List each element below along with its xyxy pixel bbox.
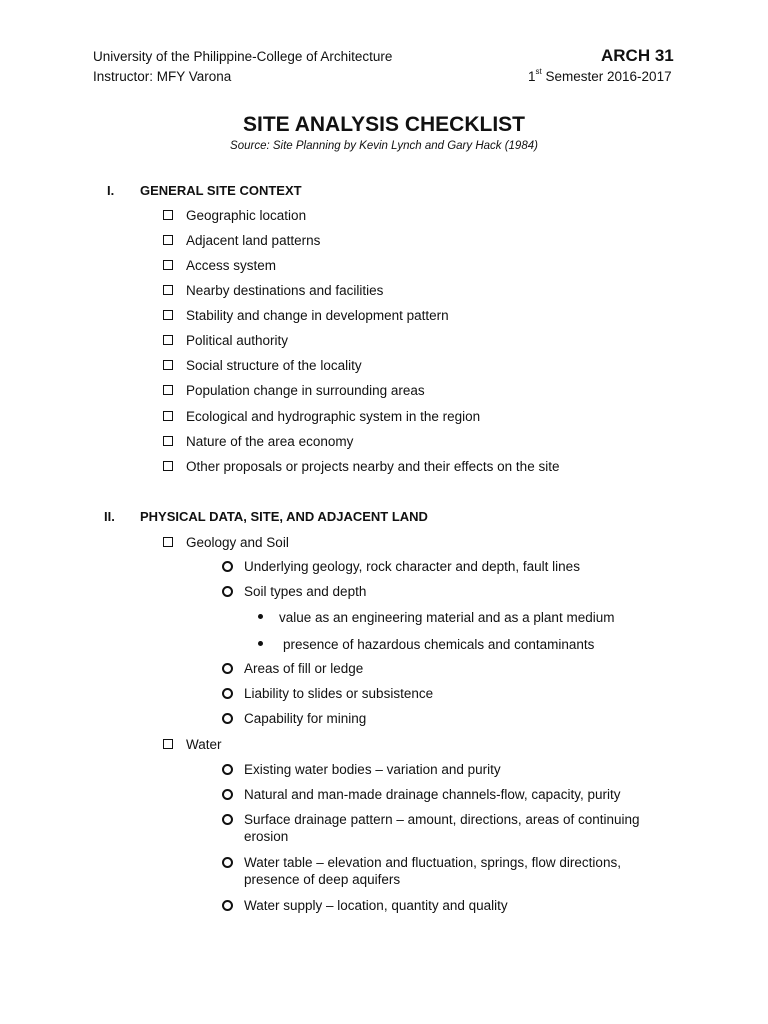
sub-item-continued: erosion	[244, 829, 289, 844]
checkbox-icon[interactable]	[163, 360, 173, 370]
sub-item: Liability to slides or subsistence	[244, 686, 434, 701]
checklist-item-water: Water	[186, 737, 222, 752]
checklist-item: Geographic location	[186, 208, 307, 223]
circle-bullet-icon	[222, 586, 233, 597]
checkbox-icon[interactable]	[163, 335, 173, 345]
checklist-item: Political authority	[186, 333, 289, 348]
sub-item-continued: presence of deep aquifers	[244, 872, 401, 887]
checkbox-icon[interactable]	[163, 436, 173, 446]
section-1-number: I.	[107, 183, 115, 198]
sub-item: Capability for mining	[244, 711, 367, 726]
checkbox-icon[interactable]	[163, 461, 173, 471]
semester-ordinal-suffix: st	[535, 67, 542, 76]
sub-item: Surface drainage pattern – amount, directions, areas of continuing	[244, 812, 640, 827]
sub-item: Water table – elevation and fluctuation, springs, flow directions,	[244, 855, 621, 870]
checkbox-icon[interactable]	[163, 285, 173, 295]
sub-sub-item: presence of hazardous chemicals and contaminants	[283, 637, 595, 652]
checklist-item: Stability and change in development pattern	[186, 308, 449, 323]
instructor-name: Instructor: MFY Varona	[93, 69, 232, 84]
sub-item: Underlying geology, rock character and depth, fault lines	[244, 559, 580, 574]
circle-bullet-icon	[222, 663, 233, 674]
checkbox-icon[interactable]	[163, 260, 173, 270]
checklist-item: Population change in surrounding areas	[186, 383, 425, 398]
university-name: University of the Philippine-College of Architecture	[93, 49, 393, 64]
circle-bullet-icon	[222, 561, 233, 572]
section-1-title: GENERAL SITE CONTEXT	[140, 183, 302, 198]
checkbox-icon[interactable]	[163, 537, 173, 547]
section-2-number: II.	[104, 509, 115, 524]
circle-bullet-icon	[222, 900, 233, 911]
semester-ordinal: 1	[528, 69, 536, 84]
checklist-item: Other proposals or projects nearby and their effects on the site	[186, 459, 560, 474]
checkbox-icon[interactable]	[163, 210, 173, 220]
bullet-icon	[258, 614, 263, 619]
sub-item: Existing water bodies – variation and purity	[244, 762, 501, 777]
checklist-item: Nearby destinations and facilities	[186, 283, 384, 298]
semester-text: Semester 2016-2017	[541, 69, 672, 84]
checklist-item: Ecological and hydrographic system in the region	[186, 409, 481, 424]
circle-bullet-icon	[222, 688, 233, 699]
page-title: SITE ANALYSIS CHECKLIST	[243, 113, 525, 136]
sub-item: Water supply – location, quantity and quality	[244, 898, 508, 913]
circle-bullet-icon	[222, 857, 233, 868]
checklist-item: Access system	[186, 258, 277, 273]
sub-item: Areas of fill or ledge	[244, 661, 364, 676]
sub-item: Soil types and depth	[244, 584, 367, 599]
checkbox-icon[interactable]	[163, 310, 173, 320]
sub-item: Natural and man-made drainage channels-flow, capacity, purity	[244, 787, 621, 802]
checklist-item: Nature of the area economy	[186, 434, 354, 449]
checklist-item-geology: Geology and Soil	[186, 535, 289, 550]
semester	[528, 69, 672, 84]
circle-bullet-icon	[222, 764, 233, 775]
circle-bullet-icon	[222, 713, 233, 724]
course-code: ARCH 31	[601, 46, 674, 65]
bullet-icon	[258, 641, 263, 646]
circle-bullet-icon	[222, 814, 233, 825]
checkbox-icon[interactable]	[163, 411, 173, 421]
section-2-title: PHYSICAL DATA, SITE, AND ADJACENT LAND	[140, 509, 428, 524]
sub-sub-item: value as an engineering material and as a plant medium	[279, 610, 615, 625]
checkbox-icon[interactable]	[163, 739, 173, 749]
source-citation: Source: Site Planning by Kevin Lynch and Gary Hack (1984)	[230, 140, 538, 152]
circle-bullet-icon	[222, 789, 233, 800]
checklist-item: Social structure of the locality	[186, 358, 362, 373]
checkbox-icon[interactable]	[163, 235, 173, 245]
checklist-item: Adjacent land patterns	[186, 233, 321, 248]
checkbox-icon[interactable]	[163, 385, 173, 395]
